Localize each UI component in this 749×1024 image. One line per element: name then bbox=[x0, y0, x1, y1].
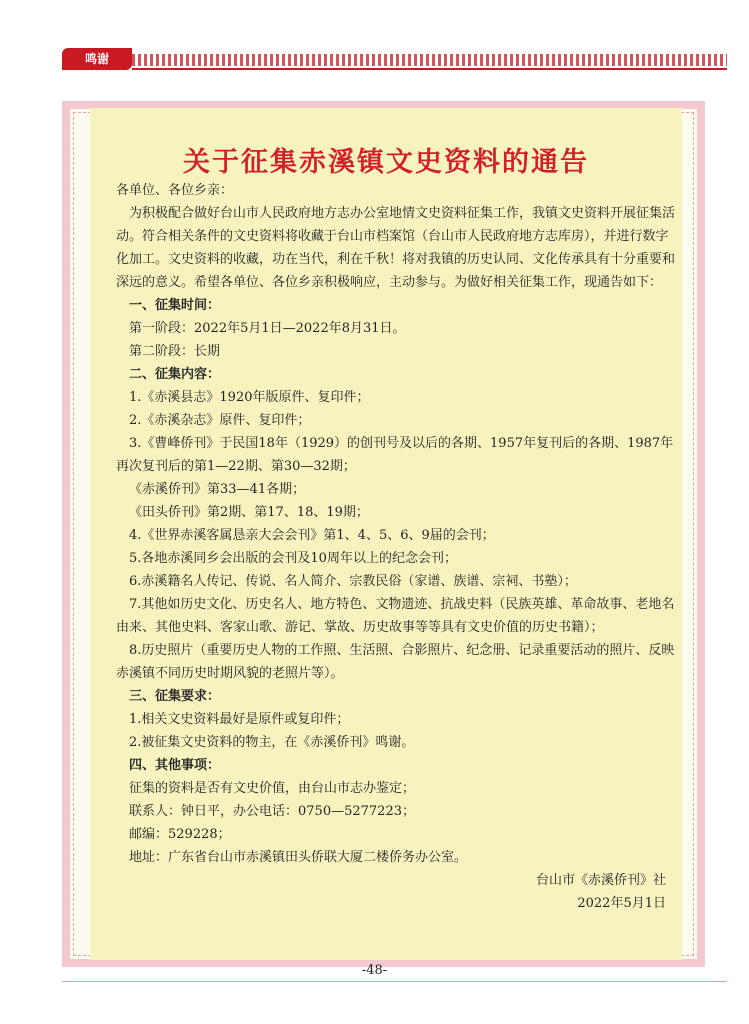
signature-org: 台山市《赤溪侨刊》社 bbox=[535, 873, 666, 888]
section3-item: 1.相关文史资料最好是原件或复印件； bbox=[129, 712, 350, 727]
section1-item: 第二阶段：长期 bbox=[129, 344, 221, 359]
section2-item: 3.《曹峰侨刊》于民国18年（1929）的创刊号及以后的各期、1957年复刊后的各期、1987年再次复刊后的第1—22期、第30—32期； bbox=[116, 436, 674, 474]
section2-item: 4.《世界赤溪客属恳亲大会会刊》第1、4、5、6、9届的会刊； bbox=[129, 528, 495, 543]
section2-item: 1.《赤溪县志》1920年版原件、复印件； bbox=[129, 390, 370, 405]
notice-body bbox=[116, 179, 676, 915]
section1-heading: 一、征集时间： bbox=[129, 298, 221, 313]
section4-heading: 四、其他事项： bbox=[129, 758, 221, 773]
section2-item: 《田头侨刊》第2期、第17、18、19期； bbox=[129, 505, 369, 520]
section2-item: 《赤溪侨刊》第33—41各期； bbox=[129, 482, 306, 497]
section2-item: 6.赤溪籍名人传记、传说、名人简介、宗教民俗（家谱、族谱、宗祠、书塾）； bbox=[129, 574, 577, 589]
header-rule bbox=[132, 68, 727, 70]
section2-item: 8.历史照片（重要历史人物的工作照、生活照、合影照片、纪念册、记录重要活动的照片、反映赤溪镇不同历史时期风貌的老照片等）。 bbox=[116, 643, 675, 681]
section-tag: 鸣谢 bbox=[62, 48, 132, 70]
section3-item: 2.被征集文史资料的物主，在《赤溪侨刊》鸣谢。 bbox=[129, 735, 415, 750]
header-pattern bbox=[132, 54, 727, 66]
section1-item: 第一阶段：2022年5月1日—2022年8月31日。 bbox=[129, 321, 406, 336]
greeting: 各单位、各位乡亲： bbox=[116, 183, 234, 198]
section2-item: 7.其他如历史文化、历史名人、地方特色、文物遗迹、抗战史料（民族英雄、革命故事、老地名由来、其他史料、客家山歌、游记、掌故、历史故事等等具有文史价值的历史书籍）； bbox=[116, 597, 675, 635]
section2-item: 2.《赤溪杂志》原件、复印件； bbox=[129, 413, 311, 428]
section3-heading: 三、征集要求： bbox=[129, 689, 221, 704]
page-header bbox=[62, 48, 727, 72]
section4-item: 联系人：钟日平，办公电话：0750—5277223； bbox=[129, 804, 415, 819]
intro-paragraph: 为积极配合做好台山市人民政府地方志办公室地情文史资料征集工作，我镇文史资料开展征集活动。符合相关条件的文史资料将收藏于台山市档案馆（台山市人民政府地方志库房），并进行数字化加工。文史资料的收藏，功在当代，利在千秋！将对我镇的历史认同、文化传承具有十分重要和深远的意义。希望各单位、各位乡亲积极响应，主动参与。为做好相关征集工作，现通告如下： bbox=[116, 206, 676, 290]
notice-title: 关于征集赤溪镇文史资料的通告 bbox=[183, 147, 589, 178]
section2-item: 5.各地赤溪同乡会出版的会刊及10周年以上的纪念会刊； bbox=[129, 551, 457, 566]
signature-date: 2022年5月1日 bbox=[577, 896, 666, 911]
section4-item: 地址：广东省台山市赤溪镇田头侨联大厦二楼侨务办公室。 bbox=[129, 850, 468, 865]
section4-item: 征集的资料是否有文史价值，由台山市志办鉴定； bbox=[129, 781, 416, 796]
footer-rule bbox=[62, 981, 727, 982]
page-number: -48- bbox=[361, 963, 388, 978]
section4-item: 邮编：529228； bbox=[129, 827, 231, 842]
section2-heading: 二、征集内容： bbox=[129, 367, 221, 382]
notice-panel bbox=[90, 108, 682, 960]
